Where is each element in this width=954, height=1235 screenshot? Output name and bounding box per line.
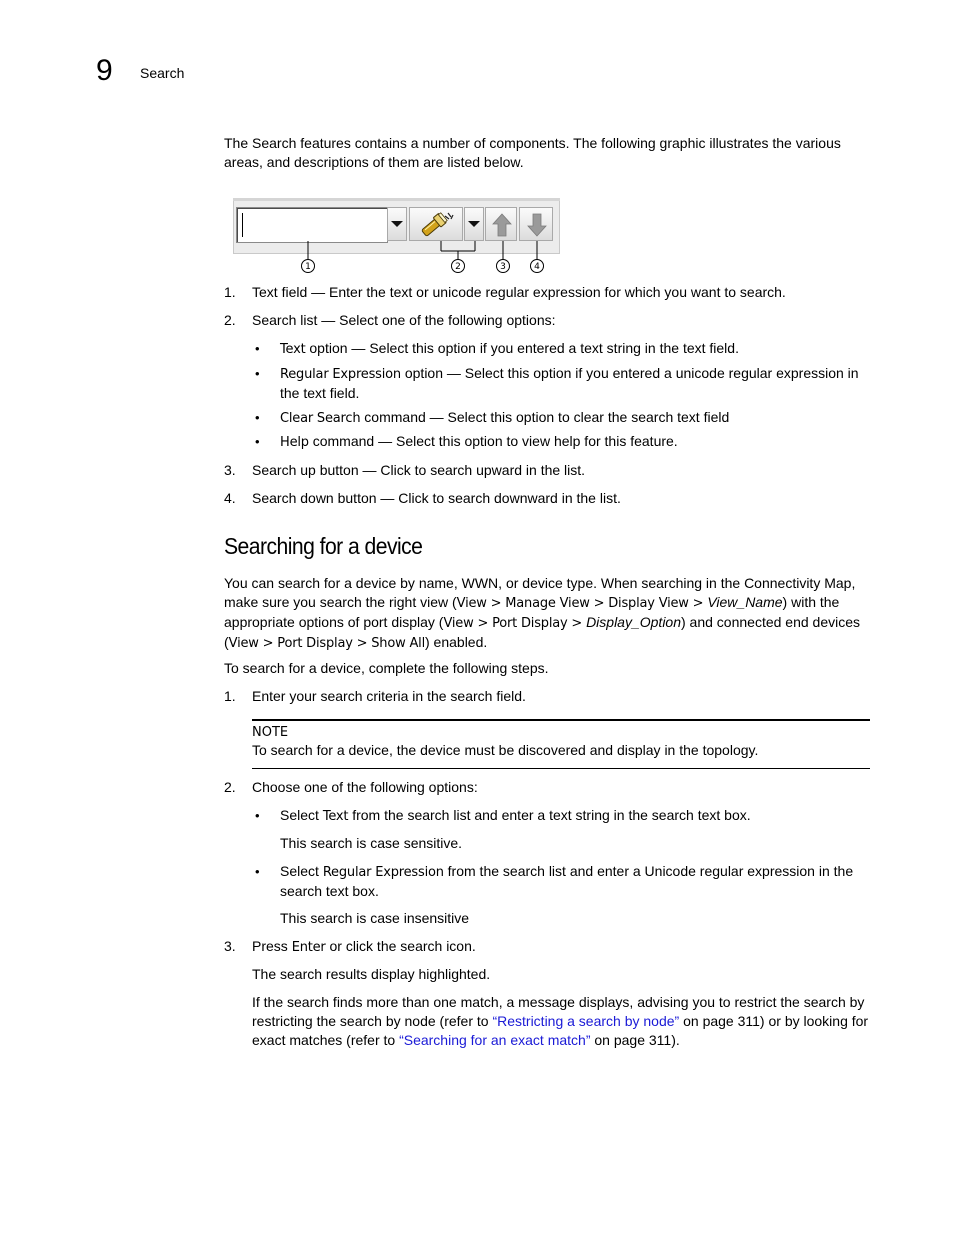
option-text xyxy=(280,339,875,359)
ui-term: Clear Search xyxy=(280,411,361,426)
steps-intro: To search for a device, complete the following steps. xyxy=(224,660,549,676)
option-note: This search is case sensitive. xyxy=(280,835,463,851)
list-item-text-field: Text field — Enter the text or unicode regular expression for which you want to search. xyxy=(252,284,786,300)
bullet: • xyxy=(255,434,260,449)
callout-number-3: 3 xyxy=(500,262,506,272)
note-text: To search for a device, the device must be discovered and display in the topology. xyxy=(252,742,759,758)
chapter-number: 9 xyxy=(96,54,113,87)
section-paragraph xyxy=(224,574,874,653)
dropdown-arrow-icon xyxy=(468,221,480,227)
step-text xyxy=(252,937,872,957)
link-restricting-search-by-node[interactable]: “Restricting a search by node” xyxy=(492,1013,680,1029)
step-text-part: Press xyxy=(252,938,292,954)
step-text-part: or click the search icon. xyxy=(325,938,476,954)
option-description: option — Select this option if you entered a text string in the text field. xyxy=(305,340,739,356)
note-label: NOTE xyxy=(252,725,289,740)
paragraph-text: If the search finds more than one match, a message displays, advising you to restrict the search by restricting the search by node (refer to xyxy=(252,994,865,1029)
bullet: • xyxy=(255,341,260,356)
paragraph-text: You can search for a device by name, WWN, or device type. When searching in the Connectivity Map, make sure you search the right view ( xyxy=(224,575,856,610)
callout-number-4: 4 xyxy=(534,262,540,272)
section-heading: Searching for a device xyxy=(224,533,423,559)
text-field-dropdown-button xyxy=(387,207,407,241)
step-text: Choose one of the following options: xyxy=(252,779,478,795)
option-select-regex xyxy=(280,862,875,901)
ui-term: Enter xyxy=(291,940,326,955)
option-select-text xyxy=(280,806,875,826)
callout-number-2: 2 xyxy=(455,262,461,272)
chapter-title: Search xyxy=(140,65,185,81)
option-description: command — Select this option to clear the search text field xyxy=(360,409,730,425)
list-item-search-list: Search list — Select one of the following options: xyxy=(252,312,556,328)
list-number: 3. xyxy=(224,462,236,478)
bullet: • xyxy=(255,808,260,823)
ui-term: Help xyxy=(280,435,309,450)
arrow-down-icon xyxy=(520,208,554,242)
step-number: 3. xyxy=(224,938,236,954)
ui-term: Regular Expression xyxy=(322,865,444,880)
intro-paragraph: The Search features contains a number of components. The following graphic illustrates the various areas, and descriptions of them are listed below. xyxy=(224,135,841,170)
list-item-search-down: Search down button — Click to search downward in the list. xyxy=(252,490,621,506)
option-regular-expression xyxy=(280,364,875,403)
list-item-search-up: Search up button — Click to search upward in the list. xyxy=(252,462,586,478)
arrow-up-icon xyxy=(486,208,518,242)
search-up-button xyxy=(485,207,517,241)
ui-path: View > Port Display > Show All xyxy=(228,636,425,651)
option-description: command — Select this option to view help for this feature. xyxy=(308,433,678,449)
link-searching-exact-match[interactable]: “Searching for an exact match” xyxy=(399,1032,591,1048)
list-number: 4. xyxy=(224,490,236,506)
ui-term: Text xyxy=(280,342,306,357)
bullet: • xyxy=(255,410,260,425)
search-down-button xyxy=(519,207,553,241)
text-caret xyxy=(242,213,243,237)
option-text: Select xyxy=(280,807,323,823)
results-text: The search results display highlighted. xyxy=(252,966,491,982)
bullet: • xyxy=(255,864,260,879)
ui-path: View > Manage View > Display View > xyxy=(456,596,708,611)
ui-term: Regular Expression xyxy=(280,367,401,382)
step-text: Enter your search criteria in the search field. xyxy=(252,688,526,704)
paragraph-text: on page 311) or by looking for exact matches (refer to xyxy=(252,1013,869,1048)
search-button xyxy=(409,207,463,241)
bullet: • xyxy=(255,366,260,381)
placeholder-term: Display_Option xyxy=(586,614,681,630)
option-note: This search is case insensitive xyxy=(280,910,470,926)
option-text: from the search list and enter a Unicode regular expression in the search text box. xyxy=(280,863,854,899)
option-help xyxy=(280,432,875,452)
flashlight-search-icon xyxy=(410,208,464,242)
paragraph-text: ) and connected end devices ( xyxy=(224,614,861,650)
dropdown-arrow-icon xyxy=(391,221,403,227)
final-paragraph xyxy=(252,993,870,1050)
placeholder-term: View_Name xyxy=(707,594,783,610)
step-number: 1. xyxy=(224,688,236,704)
option-text: from the search list and enter a text string in the search text box. xyxy=(348,807,751,823)
step-number: 2. xyxy=(224,779,236,795)
option-description: option — Select this option if you entered a unicode regular expression in the text field. xyxy=(280,365,859,401)
paragraph-text: ) with the appropriate options of port display ( xyxy=(224,594,840,630)
toolbar-top-edge xyxy=(233,198,560,201)
figure-callouts xyxy=(233,238,563,278)
ui-term: Text xyxy=(322,809,349,824)
paragraph-text: ) enabled. xyxy=(425,634,488,650)
list-number: 2. xyxy=(224,312,236,328)
list-number: 1. xyxy=(224,284,236,300)
option-clear-search xyxy=(280,408,875,428)
ui-path: View > Port Display > xyxy=(443,616,587,631)
note-box xyxy=(252,719,870,769)
paragraph-text: on page 311). xyxy=(590,1032,680,1048)
callout-number-1: 1 xyxy=(305,262,311,272)
option-text: Select xyxy=(280,863,323,879)
search-options-dropdown-button xyxy=(464,207,484,241)
